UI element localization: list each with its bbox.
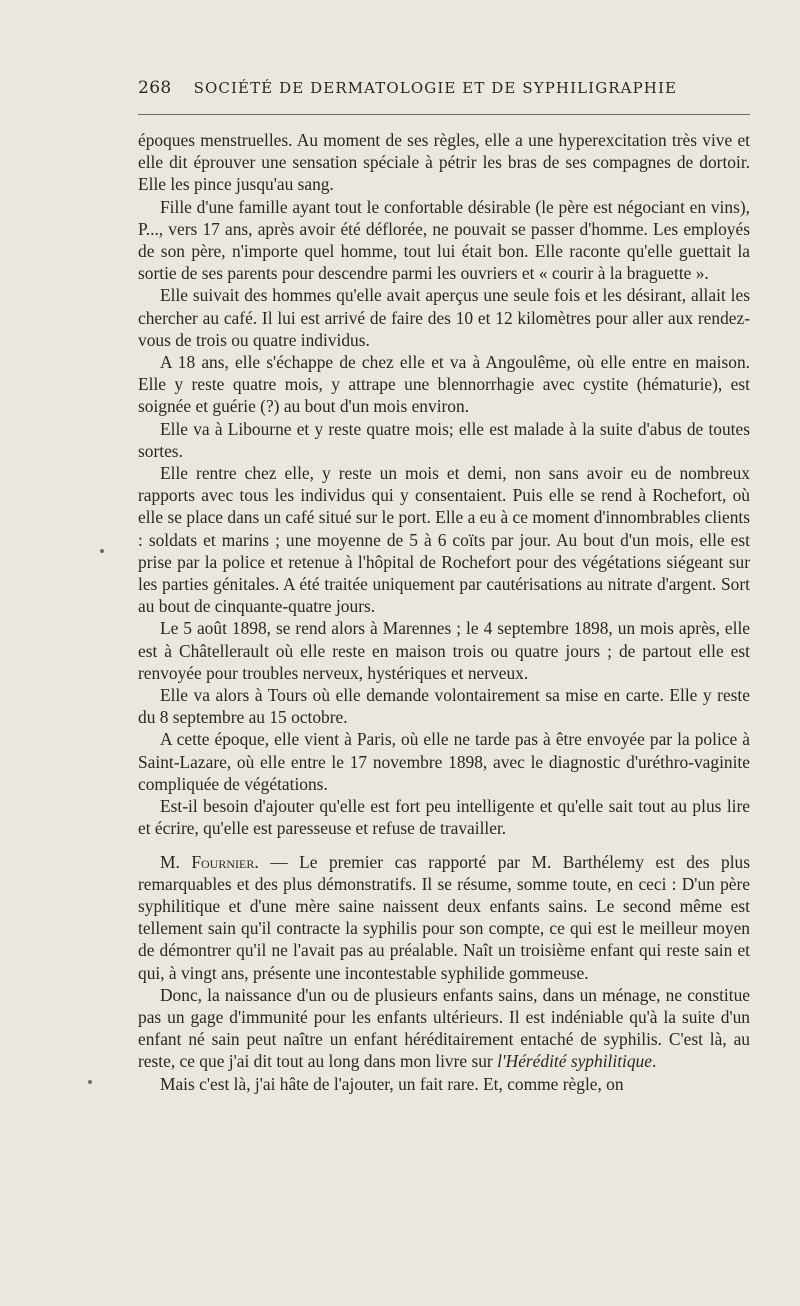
running-head bbox=[138, 78, 750, 108]
paragraph: Fille d'une famille ayant tout le confortable désirable (le père est négociant en vins), P..., vers 17 ans, après avoir été déflorée, ne pouvait se passer d'homme. Les employés de son père, n'importe quel homme, tout lui était bon. Elle raconte qu'elle guettait la sortie de ses parents pour descendre parmi les ouvriers et « courir à la braguette ». bbox=[138, 196, 750, 284]
header-rule bbox=[138, 114, 750, 115]
paragraph: Est-il besoin d'ajouter qu'elle est fort peu intelligente et qu'elle sait tout au plus lire et écrire, qu'elle est paresseuse et refuse de travailler. bbox=[138, 796, 750, 839]
speaker-name: M. Fournier. bbox=[160, 851, 259, 872]
paragraph: Elle suivait des hommes qu'elle avait aperçus une seule fois et les désirant, allait les chercher au café. Il lui est arrivé de faire des 10 et 12 kilomètres pour aller aux rendez-vous de trois ou quatre individus. bbox=[138, 285, 750, 350]
paragraph: époques menstruelles. Au moment de ses règles, elle a une hyperexcitation très vive et elle dit éprouver une sensation spéciale à pétrir les bras de ses compagnes de dortoir. Elle les pince jusqu'au sang. bbox=[138, 130, 750, 195]
article-body bbox=[138, 129, 750, 1095]
paragraph: A cette époque, elle vient à Paris, où elle ne tarde pas à être envoyée par la police à Saint-Lazare, où elle entre le 17 novembre 1898, avec le diagnostic d'uréthro-vaginite compliquée de végétations. bbox=[138, 729, 750, 794]
margin-speck bbox=[88, 1080, 92, 1084]
discussion-paragraph bbox=[138, 851, 750, 984]
book-title: l'Hérédité syphilitique bbox=[497, 1051, 652, 1072]
discussion-text: . bbox=[651, 1051, 657, 1072]
discussion-text: — Le premier cas rapporté par M. Barthélemy est des plus remarquables et des plus démonstratifs. Il se résume, somme toute, en ceci : D'un père syphilitique et d'une mère saine naissent deux enfants sains. Le second même est tellement sain qu'il contracte la syphilis pour son compte, ce qui est le meilleur moyen de démontrer qu'il ne l'avait pas au préalable. Naît un troisième enfant qui reste sain et qui, à vingt ans, présente une incontestable syphilide gommeuse. bbox=[138, 851, 750, 983]
paragraph: Elle va alors à Tours où elle demande volontairement sa mise en carte. Elle y reste du 8 septembre au 15 octobre. bbox=[138, 685, 750, 728]
discussion-paragraph: Mais c'est là, j'ai hâte de l'ajouter, un fait rare. Et, comme règle, on bbox=[160, 1073, 624, 1094]
paragraph: A 18 ans, elle s'échappe de chez elle et va à Angoulême, où elle entre en maison. Elle y reste quatre mois, y attrape une blennorrhagie avec cystite (hématurie), est soignée et guérie (?) au bout d'un mois environ. bbox=[138, 352, 750, 417]
margin-speck bbox=[100, 549, 104, 553]
paragraph: Elle va à Libourne et y reste quatre mois; elle est malade à la suite d'abus de toutes sortes. bbox=[138, 418, 750, 461]
discussion-text: Donc, la naissance d'un ou de plusieurs enfants sains, dans un ménage, ne constitue pas un gage d'immunité pour les enfants ultérieurs. Il est indéniable qu'à la suite d'un enfant né sain peut naître un enfant héréditairement entaché de syphilis. C'est là, au reste, ce que j'ai dit tout au long dans mon livre sur bbox=[138, 984, 750, 1072]
paragraph: Le 5 août 1898, se rend alors à Marennes ; le 4 septembre 1898, un mois après, elle est à Châtellerault où elle reste en maison trois ou quatre jours ; de partout elle est renvoyée pour troubles nerveux, hystériques et nerveux. bbox=[138, 618, 750, 683]
discussion-paragraph bbox=[138, 984, 750, 1073]
paragraph: Elle rentre chez elle, y reste un mois et demi, non sans avoir eu de nombreux rapports avec tous les individus qui y consentaient. Puis elle se rend à Rochefort, où elle se place dans un café situé sur le port. Elle a eu à ce moment d'innombrables clients : soldats et marins ; une moyenne de 5 à 6 coïts par jour. Au bout d'un mois, elle est prise par la police et retenue à l'hôpital de Rochefort pour des végétations siégeant sur les parties génitales. A été traitée uniquement par cautérisations au nitrate d'argent. Sort au bout de cinquante-quatre jours. bbox=[138, 463, 750, 617]
page-number: 268 bbox=[138, 78, 172, 98]
journal-title: SOCIÉTÉ DE DERMATOLOGIE ET DE SYPHILIGRAPHIE bbox=[193, 79, 678, 97]
